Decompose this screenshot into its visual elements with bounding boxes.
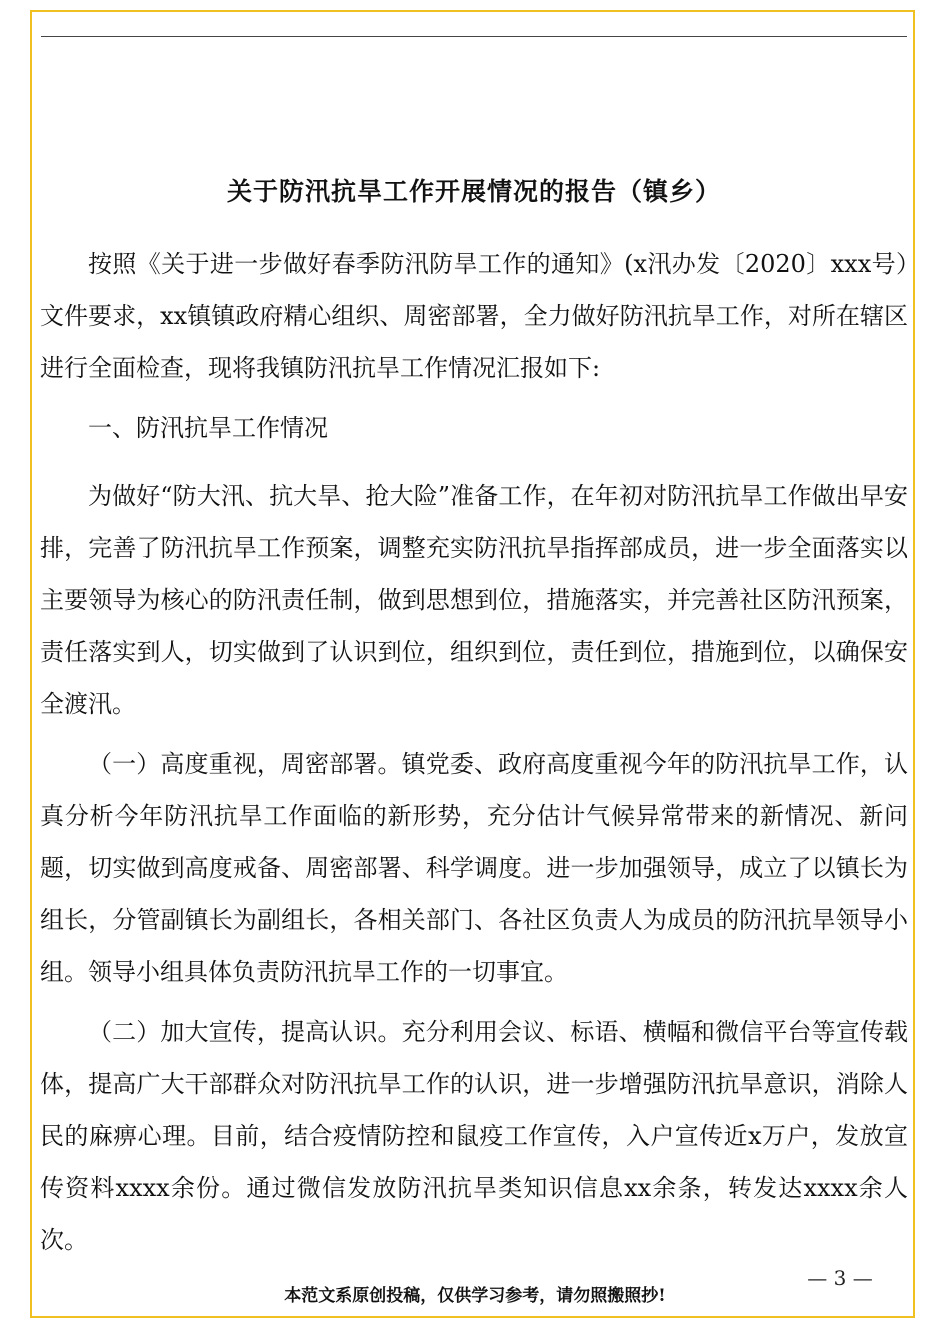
subsection-paragraph-1: （一）高度重视，周密部署。镇党委、政府高度重视今年的防汛抗旱工作，认真分析今年防汛抗旱工作面临的新形势，充分估计气候异常带来的新情况、新问题，切实做到高度戒备、周密部署、科学调度。进一步加强领导，成立了以镇长为组长，分管副镇长为副组长，各相关部门、各社区负责人为成员的防汛抗旱领导小组。领导小组具体负责防汛抗旱工作的一切事宜。 xyxy=(40,750,908,986)
subsection-paragraph-2: （二）加大宣传，提高认识。充分利用会议、标语、横幅和微信平台等宣传载体，提高广大干部群众对防汛抗旱工作的认识，进一步增强防汛抗旱意识，消除人民的麻痹心理。目前，结合疫情防控和鼠疫工作宣传，入户宣传近x万户，发放宣传资料xxxx余份。通过微信发放防汛抗旱类知识信息xx余条，转发达xxxx余人次。 xyxy=(40,1018,908,1254)
intro-paragraph: 按照《关于进一步做好春季防汛防旱工作的通知》(x汛办发〔2020〕xxx号）文件要求，xx镇镇政府精心组织、周密部署，全力做好防汛抗旱工作，对所在辖区进行全面检查，现将我镇防汛抗旱工作情况汇报如下: xyxy=(40,250,908,382)
section-paragraph-1: 为做好“防大汛、抗大旱、抢大险”准备工作，在年初对防汛抗旱工作做出早安排，完善了防汛抗旱工作预案，调整充实防汛抗旱指挥部成员，进一步全面落实以主要领导为核心的防汛责任制，做到思想到位，措施落实，并完善社区防汛预案，责任落实到人，切实做到了认识到位，组织到位，责任到位，措施到位，以确保安全渡汛。 xyxy=(40,482,908,718)
footer-note: 本范文系原创投稿，仅供学习参考，请勿照搬照抄! xyxy=(284,1286,666,1306)
page-number: — 3 — xyxy=(807,1266,873,1290)
section-heading-1: 一、防汛抗旱工作情况 xyxy=(88,414,328,442)
document-title: 关于防汛抗旱工作开展情况的报告（镇乡） xyxy=(226,177,721,206)
document-body xyxy=(40,168,908,1274)
header-rule xyxy=(41,36,907,37)
